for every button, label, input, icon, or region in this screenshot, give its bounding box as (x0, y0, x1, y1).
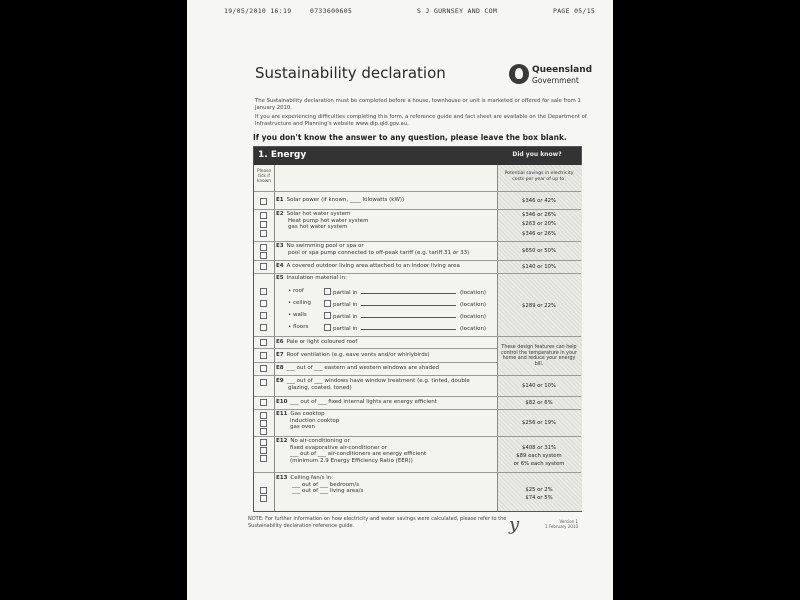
insulation-area-ceiling: • ceiling (288, 300, 311, 306)
item-code: E11 (276, 411, 288, 417)
checkbox-e2-solar[interactable] (260, 212, 267, 219)
checkbox-e3-offpeak[interactable] (260, 252, 267, 259)
saving-e13-bedrooms: $25 or 2% (525, 487, 553, 493)
item-text: (minimum 2.9 Energy Efficiency Ratio (EER)) (290, 457, 413, 464)
item-code: E6 (276, 339, 284, 345)
row-divider (254, 348, 497, 349)
item-text: ___ out of ___ living area/s (292, 488, 364, 495)
insulation-area-floors: • floors (288, 324, 309, 330)
item-text: Pale or light coloured roof (286, 339, 358, 345)
table-header (254, 147, 581, 165)
item-e1 (276, 197, 494, 204)
saving-e12-percent: or 6% each system (513, 461, 565, 467)
section-title: 1. Energy (258, 150, 307, 160)
row-divider (254, 472, 581, 473)
item-text: A covered outdoor living area attached to an indoor living area (286, 263, 460, 269)
item-text: ___ out of ___ fixed internal lights are energy efficient (290, 399, 437, 405)
version-number: Version 1 (559, 519, 578, 524)
item-code: E5 (276, 275, 284, 281)
checkbox-e13-bedrooms[interactable] (260, 487, 267, 494)
item-e11 (276, 411, 494, 431)
item-e6 (276, 339, 494, 346)
location-field-ceiling[interactable] (361, 300, 456, 306)
checkbox-e10[interactable] (260, 399, 267, 406)
saving-e13-living: $74 or 5% (525, 495, 553, 501)
row-divider (254, 375, 581, 376)
item-text: fixed evaporative air-conditioner or (290, 444, 387, 451)
checkbox-e9[interactable] (260, 379, 267, 386)
footnote: NOTE: For further information on how electricity and water savings were calculated, please refer to the Sustainability declaration reference guide. (248, 516, 507, 529)
item-e8 (276, 365, 494, 372)
item-e12 (276, 438, 494, 464)
saving-e11: $256 or 19% (521, 420, 557, 426)
item-text: Insulation material in: (286, 275, 347, 281)
row-divider (254, 436, 581, 437)
checkbox-e8[interactable] (260, 365, 267, 372)
intro-paragraph-2: If you are experiencing difficulties completing this form, a reference guide and fact sheet are available on the Department of Infrastructure and Planning's website www.dip.qld.gov.au. (255, 114, 587, 127)
insulation-partial-ceiling: partial in (location) (333, 302, 487, 308)
item-code: E3 (276, 243, 284, 249)
partial-checkbox-floors[interactable] (324, 324, 331, 331)
item-e7 (276, 352, 494, 359)
saving-e9: $140 or 10% (521, 383, 557, 389)
insulation-area-roof: • roof (288, 288, 304, 294)
item-e2 (276, 211, 494, 231)
insulation-partial-roof: partial in (location) (333, 290, 487, 296)
saving-e2-gas: $346 or 26% (521, 231, 557, 237)
checkbox-e11-induction[interactable] (260, 420, 267, 427)
item-code: E4 (276, 263, 284, 269)
checkbox-e11-gas-oven[interactable] (260, 428, 267, 435)
checkbox-e5-ceiling[interactable] (260, 300, 267, 307)
row-divider (254, 241, 581, 242)
checkbox-e12-none[interactable] (260, 439, 267, 446)
checkbox-e4[interactable] (260, 263, 267, 270)
saving-e5: $289 or 22% (521, 303, 557, 309)
item-e4 (276, 263, 494, 270)
row-divider (254, 209, 581, 210)
item-e9 (276, 378, 494, 391)
saving-e10: $82 or 6% (525, 400, 553, 406)
partial-checkbox-ceiling[interactable] (324, 300, 331, 307)
item-code: E13 (276, 475, 288, 481)
intro-paragraph-1: The Sustainability declaration must be completed before a house, townhouse or unit is marketed or offered for sale from 1 January 2010. (255, 98, 581, 111)
item-text: ___ out of ___ air-conditioners are energy efficient (290, 451, 427, 458)
row-divider (254, 409, 581, 410)
row-divider (254, 336, 581, 337)
fax-datetime: 19/05/2010 16:19 (224, 7, 292, 15)
instruction-text: If you don't know the answer to any question, please leave the box blank. (253, 133, 567, 142)
qld-government-logo (509, 64, 593, 90)
please-tick-label: Please tick if known (256, 169, 272, 184)
checkbox-e2-gas[interactable] (260, 230, 267, 237)
checkbox-e5-walls[interactable] (260, 312, 267, 319)
item-code: E2 (276, 211, 284, 217)
saving-e1: $346 or 42% (521, 198, 557, 204)
partial-checkbox-roof[interactable] (324, 288, 331, 295)
item-text: ___ out of ___ windows have window treatment (e.g. tinted, double (286, 378, 470, 384)
item-text: glazing, coated, toned) (288, 384, 352, 391)
item-code: E12 (276, 438, 288, 444)
energy-table (253, 146, 582, 512)
item-text: ___ out of ___ eastern and western windows are shaded (286, 365, 439, 371)
checkbox-e6[interactable] (260, 339, 267, 346)
item-code: E9 (276, 378, 284, 384)
checkbox-e12-efficient[interactable] (260, 455, 267, 462)
checkbox-e12-evaporative[interactable] (260, 447, 267, 454)
saving-e2-heat-pump: $263 or 20% (521, 221, 557, 227)
checkbox-e5-roof[interactable] (260, 288, 267, 295)
item-code: E7 (276, 352, 284, 358)
insulation-area-walls: • walls (288, 312, 307, 318)
row-divider (254, 362, 497, 363)
item-code: E1 (276, 197, 284, 203)
item-text: No swimming pool or spa or (286, 243, 364, 249)
checkbox-e2-heat-pump[interactable] (260, 221, 267, 228)
checkbox-e11-gas-cooktop[interactable] (260, 412, 267, 419)
item-e10 (276, 399, 494, 406)
version-date: 1 February 2010 (545, 524, 578, 529)
item-text: Gas cooktop (290, 411, 325, 417)
item-text: Solar power (if known, ____ kilowatts (kW)) (286, 197, 405, 203)
item-text: pool or spa pump connected to off-peak tariff (e.g. tariff 31 or 33) (288, 249, 470, 256)
saving-e12-each: $89 each system (516, 453, 562, 459)
logo-line2: Government (532, 76, 579, 85)
document-page (187, 0, 613, 600)
item-text: Solar hot water system (286, 211, 351, 217)
row-divider (254, 260, 581, 261)
saving-e4: $140 or 10% (521, 264, 557, 270)
location-field-floors[interactable] (361, 324, 456, 330)
item-e5 (276, 275, 494, 282)
saving-e3: $650 or 50% (521, 248, 557, 254)
page-title: Sustainability declaration (255, 64, 446, 82)
item-text: Heat pump hot water system (288, 217, 369, 224)
saving-e12-none: $408 or 31% (521, 445, 557, 451)
logo-line1: Queensland (532, 65, 593, 75)
location-field-walls[interactable] (361, 312, 456, 318)
item-text: induction cooktop (290, 417, 340, 424)
item-text: ___ out of ___ bedroom/s (292, 481, 360, 488)
partial-checkbox-walls[interactable] (324, 312, 331, 319)
location-field-roof[interactable] (361, 288, 456, 294)
signature: y (509, 514, 520, 535)
fax-phone: 0733600605 (310, 7, 353, 15)
checkbox-e7[interactable] (260, 352, 267, 359)
potential-savings-label: Potential savings in electricity costs per year of up to: (504, 171, 574, 182)
fax-sender: S J GURNSEY AND COM (417, 7, 498, 15)
checkbox-e13-living[interactable] (260, 495, 267, 502)
item-e13 (276, 475, 494, 495)
row-divider (254, 273, 581, 274)
item-text: Roof ventilation (e.g. eave vents and/or whirlybirds) (286, 352, 430, 358)
row-divider (254, 191, 581, 192)
item-text: Ceiling fan/s in: (290, 475, 334, 481)
row-divider (254, 396, 581, 397)
insulation-partial-walls: partial in (location) (333, 314, 487, 320)
checkbox-e5-floors[interactable] (260, 324, 267, 331)
did-you-know-header: Did you know? (512, 151, 562, 158)
checkbox-e1[interactable] (260, 198, 267, 205)
checkbox-e3-no-pool[interactable] (260, 244, 267, 251)
item-text: gas hot water system (288, 224, 348, 231)
version-info (545, 519, 578, 529)
item-code: E8 (276, 365, 284, 371)
item-code: E10 (276, 399, 288, 405)
item-e3 (276, 243, 494, 256)
fax-page: PAGE 05/15 (553, 7, 596, 15)
insulation-partial-floors: partial in (location) (333, 326, 487, 332)
item-text: No air-conditioning or (290, 438, 350, 444)
saving-e2-solar: $346 or 26% (521, 212, 557, 218)
design-features-note: These design features can help control the temperature in your home and reduce your energy bill. (501, 345, 577, 368)
qld-crest-icon (509, 64, 529, 84)
item-text: gas oven (290, 424, 315, 431)
